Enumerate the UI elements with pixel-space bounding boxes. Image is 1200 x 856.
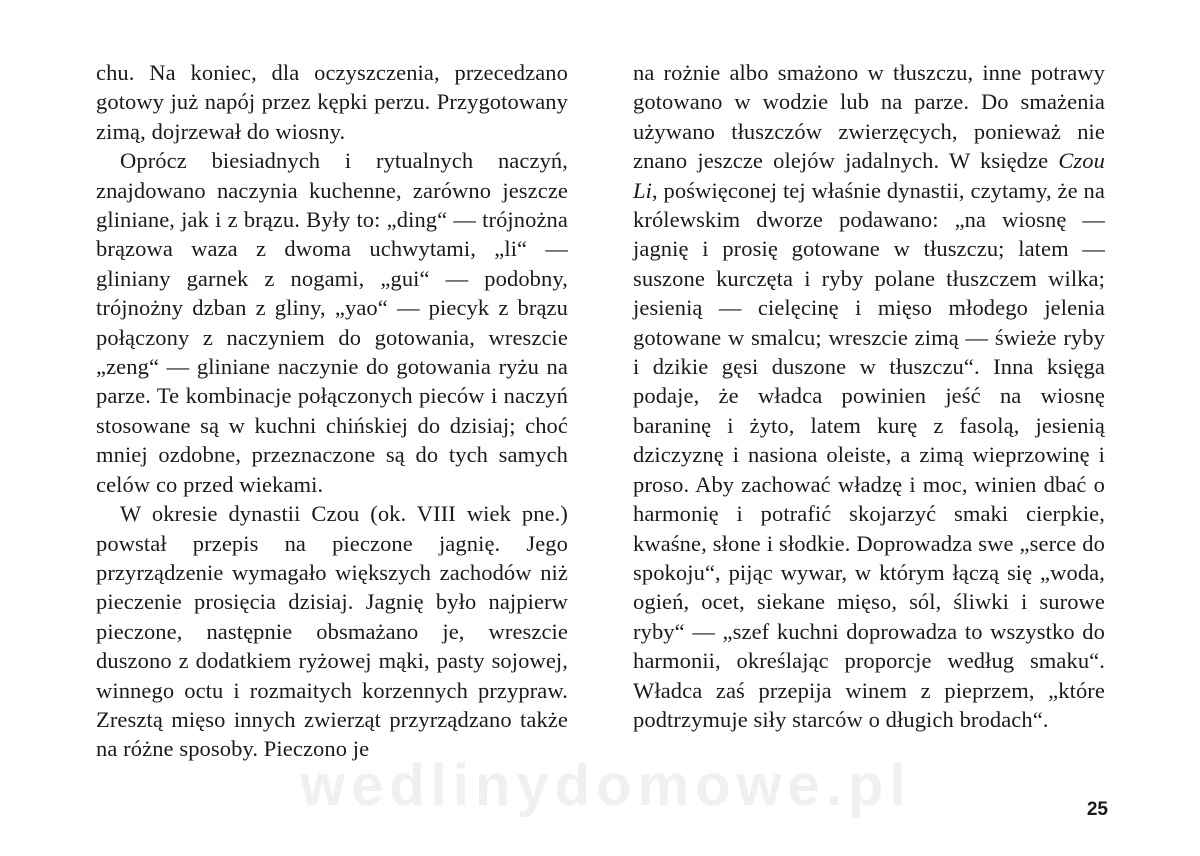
book-title: Czou Li	[633, 148, 1105, 203]
paragraph-continuation: chu. Na koniec, dla oczyszczenia, przecedzano gotowy już napój przez kępki perzu. Przygotowany zimą, dojrzewał do wiosny.	[96, 60, 568, 144]
paragraph-lamb-recipe: W okresie dynastii Czou (ok. VIII wiek pne.) powstał przepis na pieczone jagnię. Jego przyrządzenie wymagało większych zachodów niż pieczenie prosięcia dzisiaj. Jagnię było najpierw pieczone, następnie obsmażano je, wreszcie duszono z dodatkiem ryżowej mąki, pasty sojowej, winnego octu i rozmaitych korzennych przypraw. Zresztą mięso innych zwierząt przyrządzano także na różne sposoby. Pieczono je	[96, 501, 568, 762]
left-text-column	[96, 58, 568, 764]
paragraph-vessels: Oprócz biesiadnych i rytualnych naczyń, znajdowano naczynia kuchenne, zarówno jeszcze gliniane, jak i z brązu. Były to: „ding“ — trójnożna brązowa waza z dwoma uchwytami, „li“ — gliniany garnek z nogami, „gui“ — podobny, trójnożny dzban z gliny, „yao“ — piecyk z brązu połączony z naczyniem do gotowania, wreszcie „zeng“ — gliniane naczynie do gotowania ryżu na parze. Te kombinacje połączonych pieców i naczyń stosowane są w kuchni chińskiej do dzisiaj; choć mniej ozdobne, przeznaczone są do tych samych celów co przed wiekami.	[96, 148, 568, 497]
watermark: wedlinydomowe.pl	[300, 753, 912, 818]
paragraph-cooking-methods	[633, 58, 1105, 734]
page-number: 25	[1086, 799, 1108, 820]
text-after-title: , poświęconej tej właśnie dynastii, czytamy, że na królewskim dworze podawano: „na wiosnę — jagnię i prosię gotowane w tłuszczu; latem — suszone kurczęta i ryby polane tłuszczem wilka; jesienią — cielęcinę i mięso młodego jelenia gotowane w smalcu; wreszcie zimą — świeże ryby i dzikie gęsi duszone w tłuszczu“. Inna księga podaje, że władca powinien jeść na wiosnę baraninę i żyto, latem kurę z fasolą, jesienią dziczyznę i nasiona oleiste, a zimą wieprzowinę i proso. Aby zachować władzę i moc, winien dbać o harmonię i potrafić skojarzyć smaki cierpkie, kwaśne, słone i słodkie. Doprowadza swe „serce do spokoju“, pijąc wywar, w którym łączą się „woda, ogień, ocet, siekane mięso, sól, śliwki i surowe ryby“ — „szef kuchni doprowadza to wszystko do harmonii, określając proporcje według smaku“. Władca zaś przepija winem z pieprzem, „które podtrzymuje siły starców o długich brodach“.	[633, 177, 1105, 732]
text-before-title: na rożnie albo smażono w tłuszczu, inne potrawy gotowano w wodzie lub na parze. Do smażenia używano tłuszczów zwierzęcych, ponieważ nie znano jeszcze olejów jadalnych. W księdze	[633, 60, 1105, 174]
right-text-column	[633, 58, 1105, 734]
